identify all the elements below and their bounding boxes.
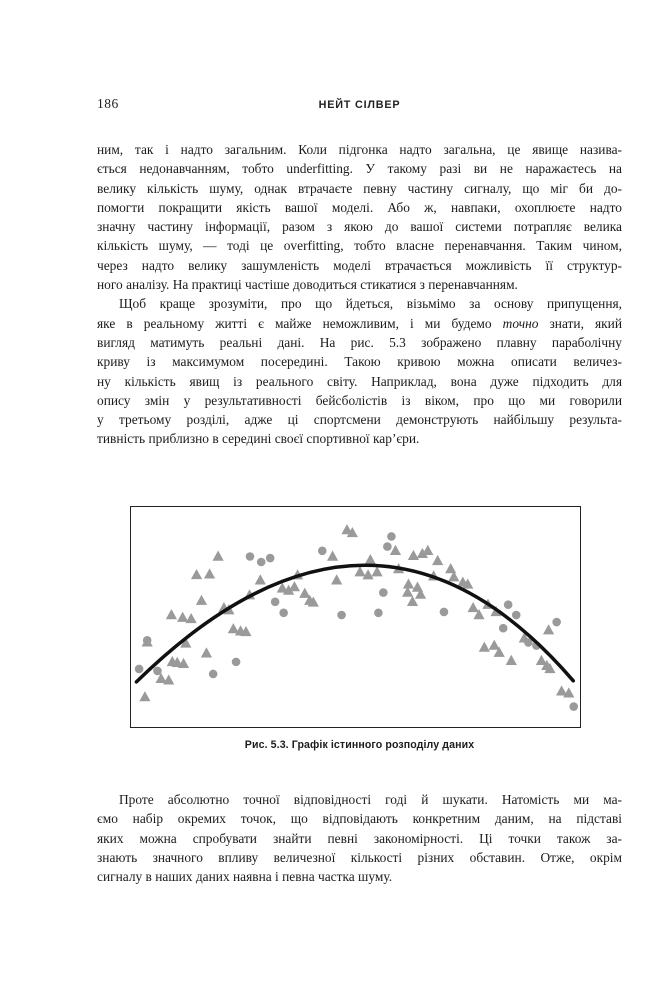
circle-marker [257,558,266,567]
triangle-marker [196,595,207,605]
text-line: яких можна спробувати знайти певні закономірності. Ці точки також за- [97,830,622,846]
triangle-marker [432,555,443,565]
circle-marker [271,598,280,607]
circle-marker [440,608,449,617]
triangle-marker [201,647,212,657]
text-line: сигналу в наших даних наявна і певна частка шуму. [97,869,393,885]
circle-marker [246,552,255,561]
circle-marker [266,554,275,563]
triangle-marker [327,551,338,561]
triangle-marker [191,569,202,579]
triangle-marker [163,674,174,684]
text-line: знають значного впливу величезної кількості різних обставин. Отже, окрім [97,849,622,865]
triangle-marker [139,691,150,701]
circle-marker [135,665,144,674]
triangle-marker [403,578,414,588]
circle-marker [279,609,288,618]
text-line: велику кількість шуму, однак втрачаєте певну частину сигналу, що міг би до- [97,180,622,196]
triangle-marker [289,581,300,591]
text-line: ним, так і надто загальним. Коли підгонка надто загальна, це явище назива- [97,142,622,157]
triangle-marker [166,609,177,619]
circle-marker [143,636,152,645]
figure-5-3 [130,506,581,728]
text-line: значну частину інформації, разом з якою до вашої системи потрапляє велика [97,219,622,235]
circle-marker [512,611,521,620]
running-header: НЕЙТ СІЛВЕР [318,99,401,111]
page-number: 186 [97,96,119,111]
triangle-marker [408,550,419,560]
text-line: ну кількість явищ із реального світу. Наприклад, вона дуже підходить для [97,373,622,389]
circle-marker [318,546,327,555]
triangle-marker [543,624,554,634]
circle-marker [337,611,346,620]
triangle-marker [506,655,517,665]
text-line: вигляд матимуть реальні дані. На рис. 5.3 зображено плавну параболічну [97,334,622,350]
text-line: через надто велику зашумленість моделі втрачається можливість її структур- [97,257,622,273]
text-line: тивність приблизно в середині своєї спортивної кар’єри. [97,431,420,447]
body-text-top [97,140,622,449]
triangle-marker [354,566,365,576]
triangle-marker [213,551,224,561]
text-line: криву із максимумом посередині. Такою кривою можна описати величез- [97,354,622,370]
circle-marker [232,658,241,667]
text-line: Щоб краще зрозуміти, про що йдеться, візьмімо за основу припущення, [119,296,622,312]
circle-marker [374,609,383,618]
triangle-marker [331,574,342,584]
text-line: у третьому розділі, адже ці спортсмени демонструють найбільшу результа- [97,412,622,428]
body-text-bottom [97,790,622,886]
scatter-plot [131,507,580,727]
text-line: опису змін у результативності бейсболістів із віком, про що ми говорили [97,392,622,408]
triangle-marker [445,563,456,573]
circle-marker [209,670,218,679]
triangle-marker [186,613,197,623]
text-line: Проте абсолютно точної відповідності годі й шукати. Натомість ми ма- [119,792,622,807]
triangle-marker [204,568,215,578]
triangle-marker [299,588,310,598]
triangle-marker [422,545,433,555]
circle-marker [504,600,513,609]
text-line: ється недонавчанням, тобто underfitting. У такому разі ви не наражаєтесь на [97,161,622,177]
triangle-marker [468,602,479,612]
figure-caption: Рис. 5.3. Графік істинного розподілу даних [244,739,475,751]
text-line: ємо набір окремих точок, що відповідають конкретним даним, на підставі [97,811,622,827]
text-line: помогти покращити якість вашої моделі. Або ж, навпаки, охоплюєте надто [97,199,622,215]
circle-marker [552,618,561,627]
triangle-marker [489,640,500,650]
circle-marker [153,667,162,676]
text-line: яке в реальному житті є майже неможливим, і ми будемо точно знати, який [97,315,622,331]
circle-marker [383,542,392,551]
text-line: ного аналізу. На практиці частіше доводиться стикатися з перенавчанням. [97,277,518,293]
circle-marker [387,532,396,541]
triangle-marker [177,612,188,622]
triangle-marker [479,642,490,652]
text-line: кількість шуму, — тоді це overfitting, тобто власне перенавчання. Таким чином, [97,238,622,254]
triangle-marker [255,574,266,584]
circle-marker [379,588,388,597]
circle-marker [499,624,508,633]
circle-marker [569,702,578,711]
triangle-marker [365,554,376,564]
